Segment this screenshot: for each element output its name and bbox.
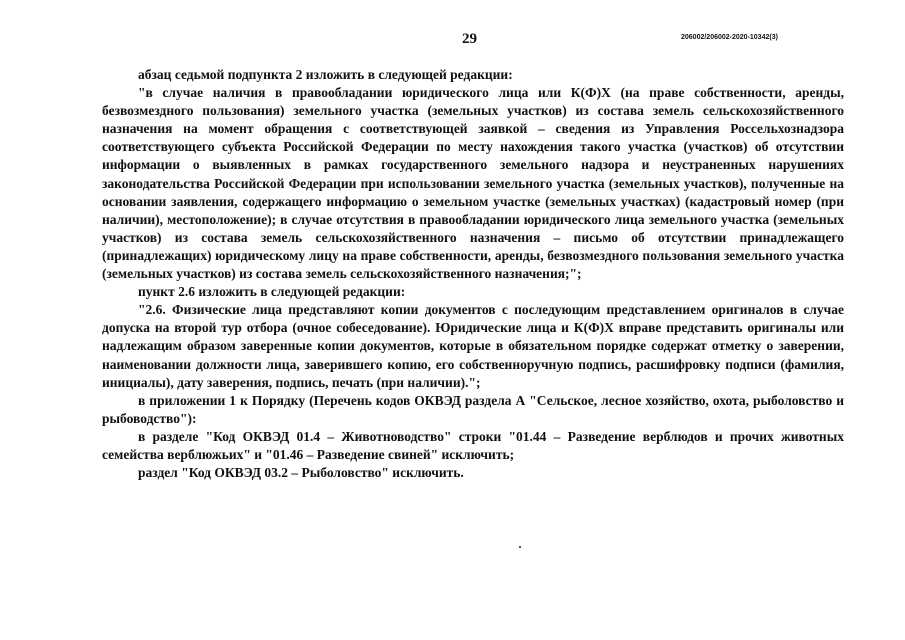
paragraph-intro-subpoint-2: абзац седьмой подпункта 2 изложить в следующей редакции: bbox=[138, 67, 513, 82]
document-id: 206002/206002-2020-10342(3) bbox=[681, 34, 778, 41]
paragraph-intro-point-2-6: пункт 2.6 изложить в следующей редакции: bbox=[138, 284, 406, 300]
page-number: 29 bbox=[462, 31, 477, 47]
paragraph-appendix-1: в приложении 1 к Порядку (Перечень кодов ОКВЭД раздела А "Сельское, лесное хозяйство, охота, рыболовство и рыбоводство"): bbox=[102, 392, 844, 426]
paragraph-point-2-6-quote: "2.6. Физические лица представляют копии документов с последующим представлением оригиналов в случае допуска на второй тур отбора (очное собеседование). Юридические лица и К(Ф)Х вправе представить оригиналы или надлежащим образом заверенные копии документов, которые в обязательном порядке содержат отметку о заверении, наименовании должности лица, заверившего копию, его собственноручную подпись, расшифровку подписи (фамилия, инициалы), дату заверения, подпись, печать (при наличии)."; bbox=[102, 302, 844, 390]
document-body bbox=[102, 66, 844, 482]
paragraph-okved-03-2: раздел "Код ОКВЭД 03.2 – Рыболовство" исключить. bbox=[138, 465, 464, 481]
scan-speck bbox=[519, 546, 521, 548]
paragraph-okved-01-4: в разделе "Код ОКВЭД 01.4 – Животноводство" строки "01.44 – Разведение верблюдов и прочих животных семейства верблюжьих" и "01.46 – Разведение свиней" исключить; bbox=[102, 428, 844, 462]
paragraph-land-plot-quote: "в случае наличия в правообладании юридического лица или К(Ф)Х (на праве собственности, аренды, безвозмездного пользования) земельного участка (земельных участков) из состава земель сельскохозяйственного назначения на момент обращения с соответствующей заявкой – сведения из Управления Россельхознадзора соответствующего субъекта Российской Федерации по месту нахождения такого участка (участков) об отсутствии информации о выявленных в рамках государственного земельного надзора и неустраненных нарушениях законодательства Российской Федерации при использовании земельного участка (земельных участков), полученные на основании заявления, содержащего информацию о земельном участке (земельных участках) (кадастровый номер (при наличии), местоположение); в случае отсутствия в правообладании юридического лица земельного участка (земельных участков) из состава земель сельскохозяйственного назначения – письмо об отсутствии принадлежащего (принадлежащих) юридическому лицу на праве собственности, аренды, безвозмездного пользования земельного участка (земельных участков) из состава земель сельскохозяйственного назначения;"; bbox=[102, 85, 844, 282]
